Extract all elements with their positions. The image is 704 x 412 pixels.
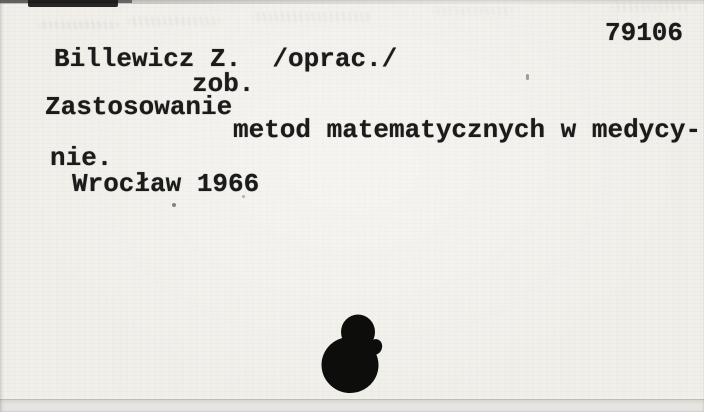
ghost-type-smudge <box>38 21 118 29</box>
imprint-line: Wrocław 1966 <box>72 169 260 199</box>
see-reference: zob. <box>192 69 255 99</box>
title-line-2: metod matematycznych w medycy- <box>233 115 702 145</box>
title-line-3: nie. <box>50 143 113 173</box>
author-heading: Billewicz Z. /oprac./ <box>54 44 398 74</box>
scan-mark-top-left <box>28 0 118 7</box>
catalog-number: 79106 <box>605 18 684 48</box>
ghost-type-smudge <box>612 3 688 11</box>
paper-speck <box>172 203 176 207</box>
ink-blot <box>315 308 389 398</box>
title-line-1: Zastosowanie <box>45 92 233 122</box>
ghost-type-smudge <box>252 12 372 22</box>
ghost-type-smudge <box>432 7 512 15</box>
paper-speck <box>526 74 529 80</box>
scan-edge-bottom <box>0 399 704 412</box>
ghost-type-smudge <box>128 17 220 26</box>
paper-speck <box>242 195 245 198</box>
